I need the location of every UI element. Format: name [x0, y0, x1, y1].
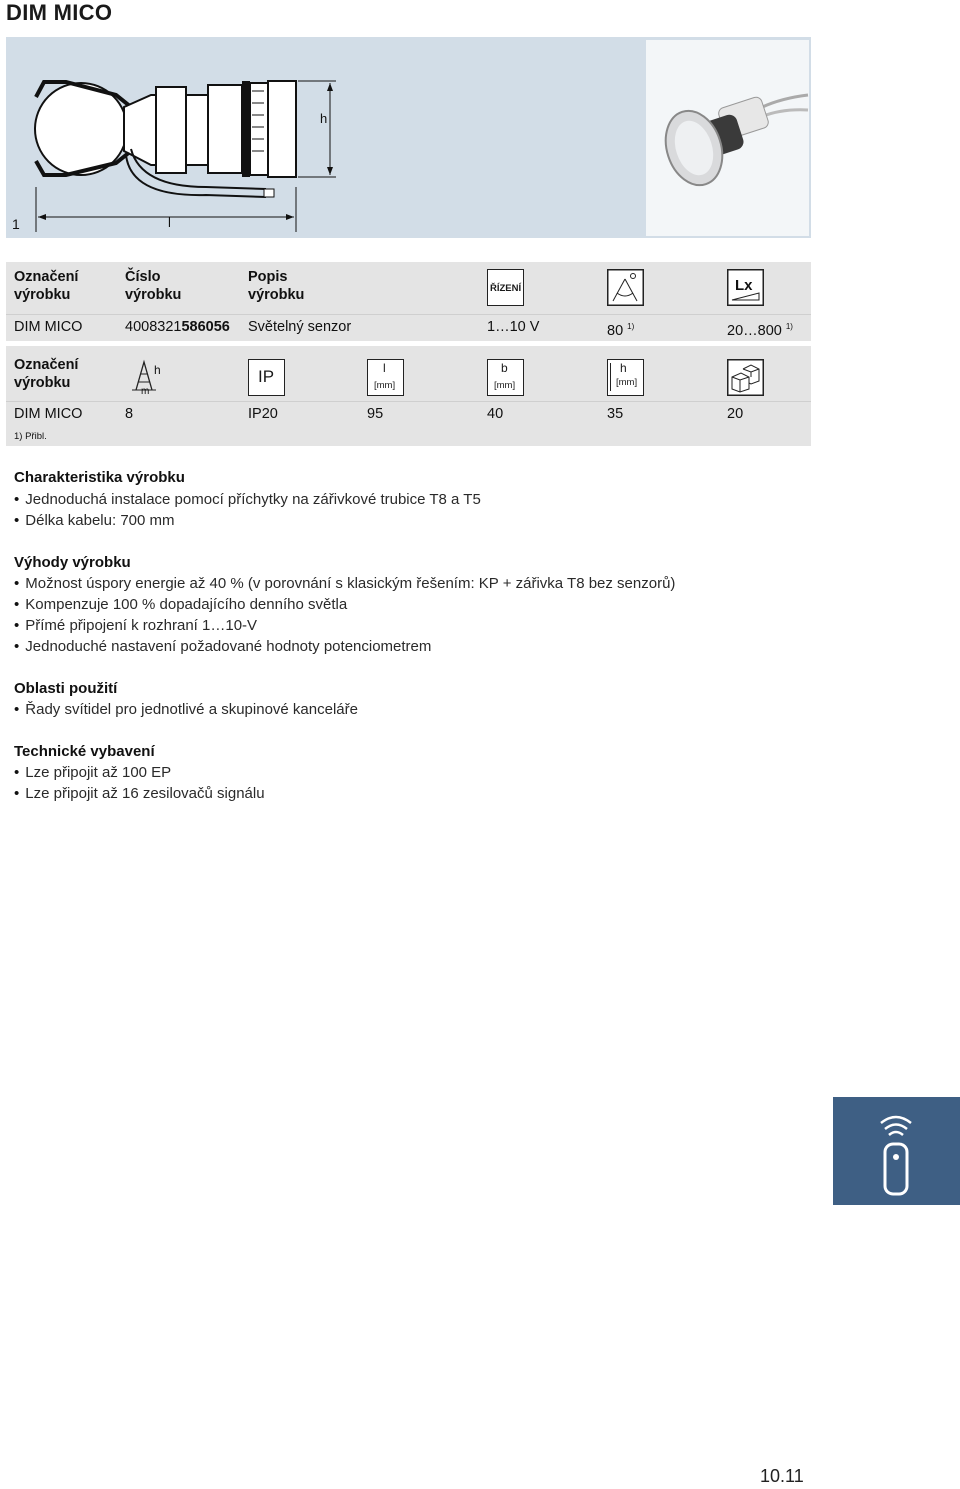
list-item: • Možnost úspory energie až 40 % (v porovnání s klasickým řešením: KP + zářivka T8 bez senzorů): [14, 575, 675, 592]
section-title-applications: Oblasti použití: [14, 680, 118, 697]
row1-number-prefix: 4008321: [125, 319, 182, 335]
lux-icon-text: Lx: [735, 277, 753, 294]
header2-oznaceni-1: Označení: [14, 357, 79, 373]
header-oznaceni-2: výrobku: [14, 287, 71, 303]
wireless-remote-icon: [833, 1097, 960, 1205]
row1-angle-note: 1): [627, 322, 635, 331]
row1-lux-note: 1): [785, 322, 793, 331]
height-icon: [607, 359, 644, 396]
footnote: 1) Přibl.: [14, 431, 47, 442]
header2-oznaceni-2: výrobku: [14, 375, 71, 391]
row2-pack: 20: [727, 406, 744, 422]
row2-width: 40: [487, 406, 504, 422]
length-icon-letter: l: [383, 361, 386, 375]
dim-h-label: h: [320, 111, 328, 126]
row-divider: [6, 314, 811, 315]
list-item: • Přímé připojení k rozhraní 1…10-V: [14, 617, 257, 634]
length-icon: [367, 359, 404, 396]
section-title-characteristics: Charakteristika výrobku: [14, 469, 185, 486]
row1-number-suffix: 586056: [181, 319, 230, 335]
height-icon-bar: [610, 363, 611, 391]
list-item: • Jednoduché nastavení požadované hodnoty potenciometrem: [14, 638, 431, 655]
page-number: 10.11: [760, 1466, 804, 1486]
detection-angle-icon: [607, 269, 644, 306]
row1-angle: [607, 318, 634, 340]
drawing-number-label: 1: [12, 216, 20, 232]
sensor-photo-image: [646, 40, 809, 236]
row2-ip: IP20: [248, 406, 278, 422]
width-icon-unit: [mm]: [494, 380, 516, 391]
mounting-height-icon: [128, 358, 168, 396]
product-photo: [646, 40, 809, 236]
row1-description: Světelný senzor: [248, 319, 352, 335]
control-icon-text: ŘÍZENÍ: [490, 283, 522, 294]
row2-mount-height: 8: [125, 406, 134, 422]
row1-number: [125, 318, 230, 336]
list-item: • Lze připojit až 100 EP: [14, 764, 171, 781]
row2-height: 35: [607, 406, 624, 422]
row1-lux: [727, 318, 793, 340]
list-item: • Kompenzuje 100 % dopadajícího denního světla: [14, 596, 347, 613]
width-icon-letter: b: [501, 361, 508, 375]
chapter-tab: [833, 1097, 960, 1205]
header-oznaceni-1: Označení: [14, 269, 79, 285]
header-popis-1: Popis: [248, 269, 288, 285]
packaging-icon: [727, 359, 764, 396]
lux-icon: [727, 269, 764, 306]
section-title-benefits: Výhody výrobku: [14, 554, 131, 571]
list-item: • Jednoduchá instalace pomocí příchytky na zářivkové trubice T8 a T5: [14, 491, 481, 508]
height-icon-unit: [mm]: [616, 377, 638, 388]
row2-length: 95: [367, 406, 384, 422]
mount-m-text: m: [141, 386, 150, 396]
list-item: • Délka kabelu: 700 mm: [14, 512, 175, 529]
header-cislo-2: výrobku: [125, 287, 182, 303]
row1-name: DIM MICO: [14, 319, 83, 335]
list-item: • Řady svítidel pro jednotlivé a skupinové kanceláře: [14, 701, 358, 718]
header-cislo-1: Číslo: [125, 269, 161, 285]
page-title: DIM MICO: [6, 0, 113, 25]
row-divider: [6, 401, 811, 402]
list-item: • Lze připojit až 16 zesilovačů signálu: [14, 785, 265, 802]
width-icon: [487, 359, 524, 396]
dim-l-label: l: [168, 215, 171, 230]
height-icon-letter: h: [620, 361, 627, 375]
length-icon-unit: [mm]: [374, 380, 396, 391]
control-icon: [487, 269, 524, 306]
ip-icon: [248, 359, 285, 396]
mount-h-text: h: [154, 363, 161, 377]
row1-angle-value: 80: [607, 322, 624, 339]
technical-drawing: [6, 37, 646, 238]
row1-control: 1…10 V: [487, 319, 540, 335]
row2-name: DIM MICO: [14, 406, 83, 422]
header-popis-2: výrobku: [248, 287, 305, 303]
table-separator: [6, 341, 811, 346]
section-title-equipment: Technické vybavení: [14, 743, 155, 760]
ip-icon-text: IP: [258, 367, 275, 386]
row1-lux-value: 20…800: [727, 322, 782, 339]
